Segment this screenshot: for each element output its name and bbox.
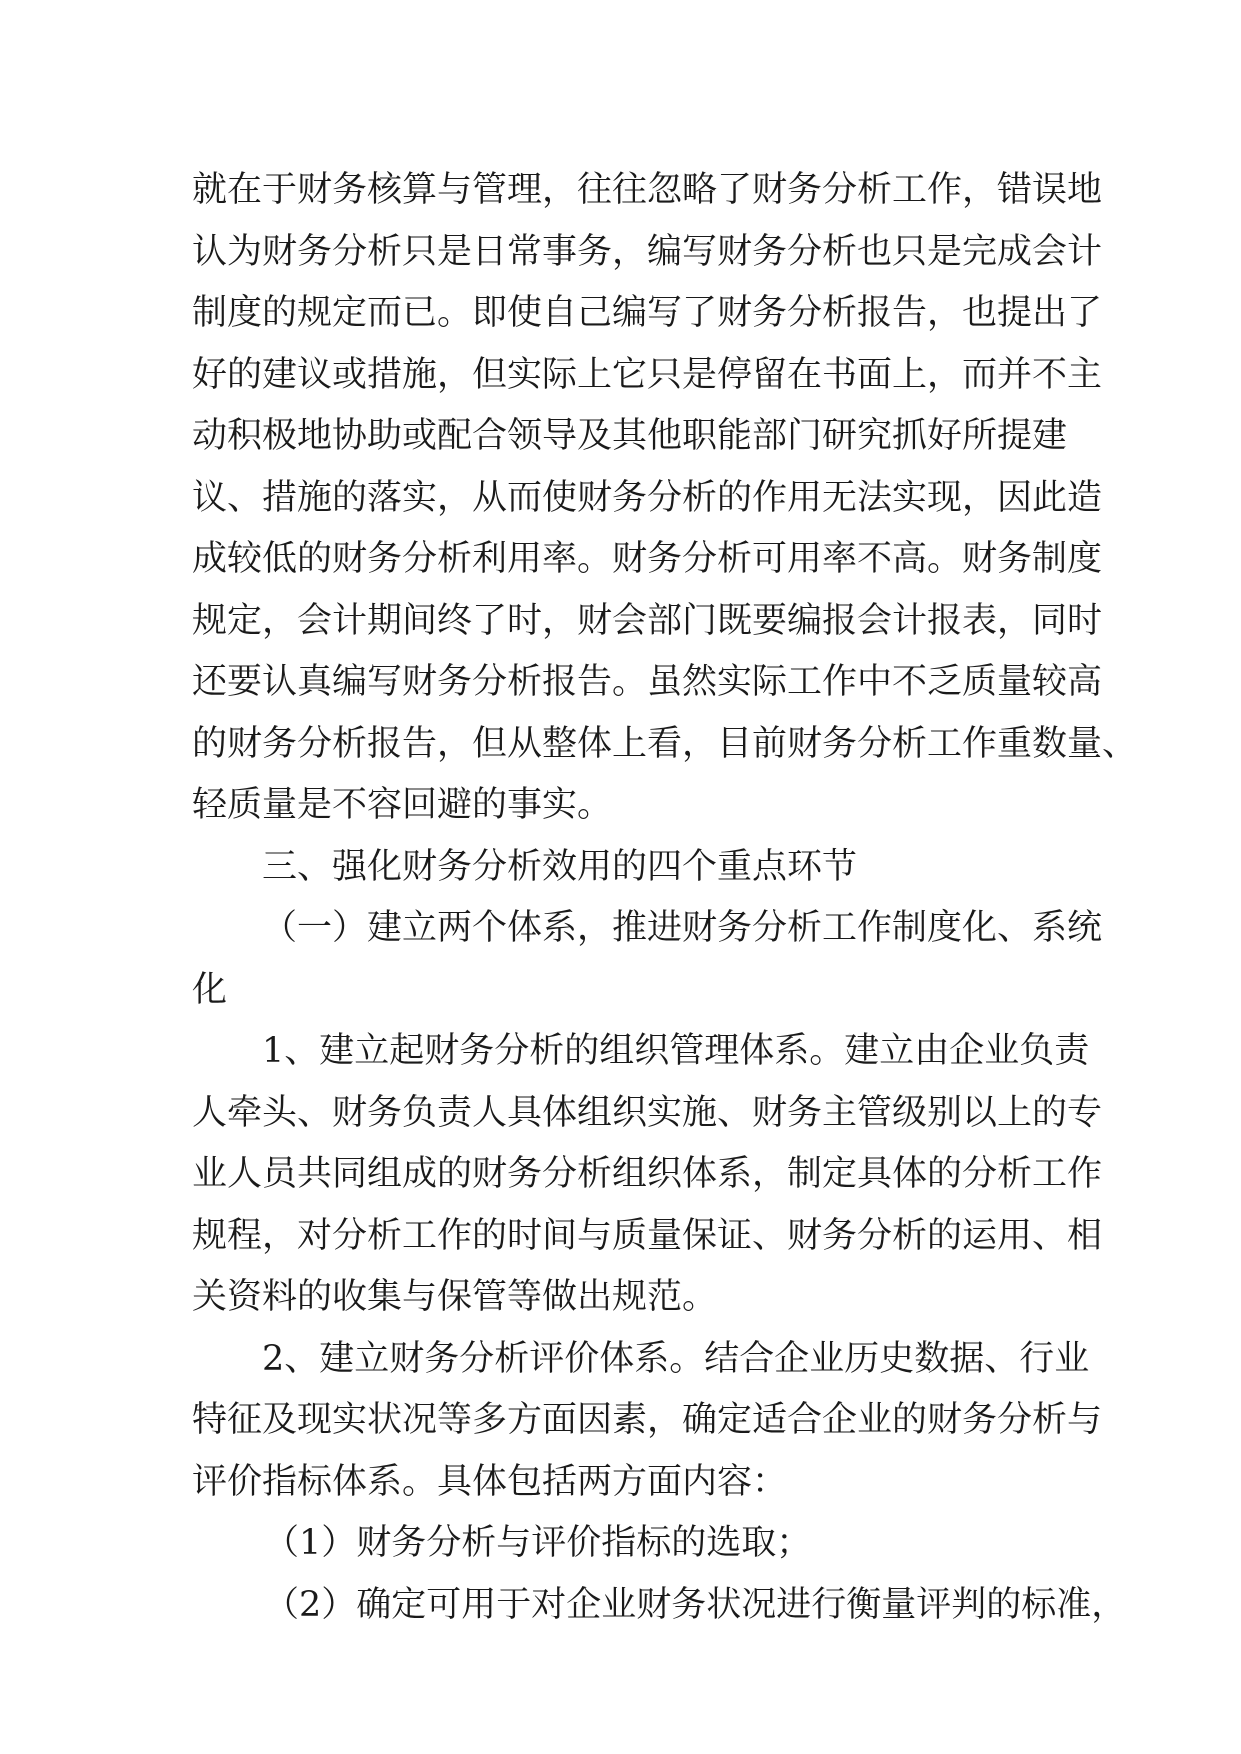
text-line: 人牵头、财务负责人具体组织实施、财务主管级别以上的专 [192,1092,1103,1133]
text-line: 认为财务分析只是日常事务，编写财务分析也只是完成会计 [192,231,1103,272]
text-line: 制度的规定而已。即使自己编写了财务分析报告，也提出了 [192,293,1103,333]
text-line: 成较低的财务分析利用率。财务分析可用率不高。财务制度 [192,539,1103,579]
text-line: 规定，会计期间终了时，财会部门既要编报会计报表，同时 [192,600,1103,641]
text-line: 还要认真编写财务分析报告。虽然实际工作中不乏质量较高 [192,662,1103,702]
text-line: 业人员共同组成的财务分析组织体系，制定具体的分析工作 [192,1154,1103,1194]
text-line: 规程，对分析工作的时间与质量保证、财务分析的运用、相 [192,1215,1103,1256]
text-line: 2、建立财务分析评价体系。结合企业历史数据、行业 [262,1338,1090,1379]
text-line: 就在于财务核算与管理，往往忽略了财务分析工作，错误地 [192,170,1103,210]
text-line: 的财务分析报告，但从整体上看，目前财务分析工作重数量、 [192,723,1138,764]
text-line: 评价指标体系。具体包括两方面内容： [192,1461,788,1502]
document-body [192,160,1138,1636]
text-line: 议、措施的落实，从而使财务分析的作用无法实现，因此造 [192,477,1103,518]
text-line: 好的建议或措施，但实际上它只是停留在书面上，而并不主 [192,354,1103,395]
text-line: 动积极地协助或配合领导及其他职能部门研究抓好所提建 [192,416,1068,456]
subsection-heading-cont: 化 [192,969,228,1010]
text-line: 关资料的收集与保管等做出规范。 [192,1277,718,1317]
list-item: （1）财务分析与评价指标的选取； [264,1523,812,1563]
section-heading: 三、强化财务分析效用的四个重点环节 [262,846,858,887]
text-line: 特征及现实状况等多方面因素，确定适合企业的财务分析与 [192,1400,1103,1440]
text-line: 1、建立起财务分析的组织管理体系。建立由企业负责 [262,1031,1090,1071]
list-item: （2）确定可用于对企业财务状况进行衡量评判的标准， [264,1584,1127,1625]
text-line: 轻质量是不容回避的事实。 [192,785,613,825]
subsection-heading: （一）建立两个体系，推进财务分析工作制度化、系统 [262,908,1103,948]
